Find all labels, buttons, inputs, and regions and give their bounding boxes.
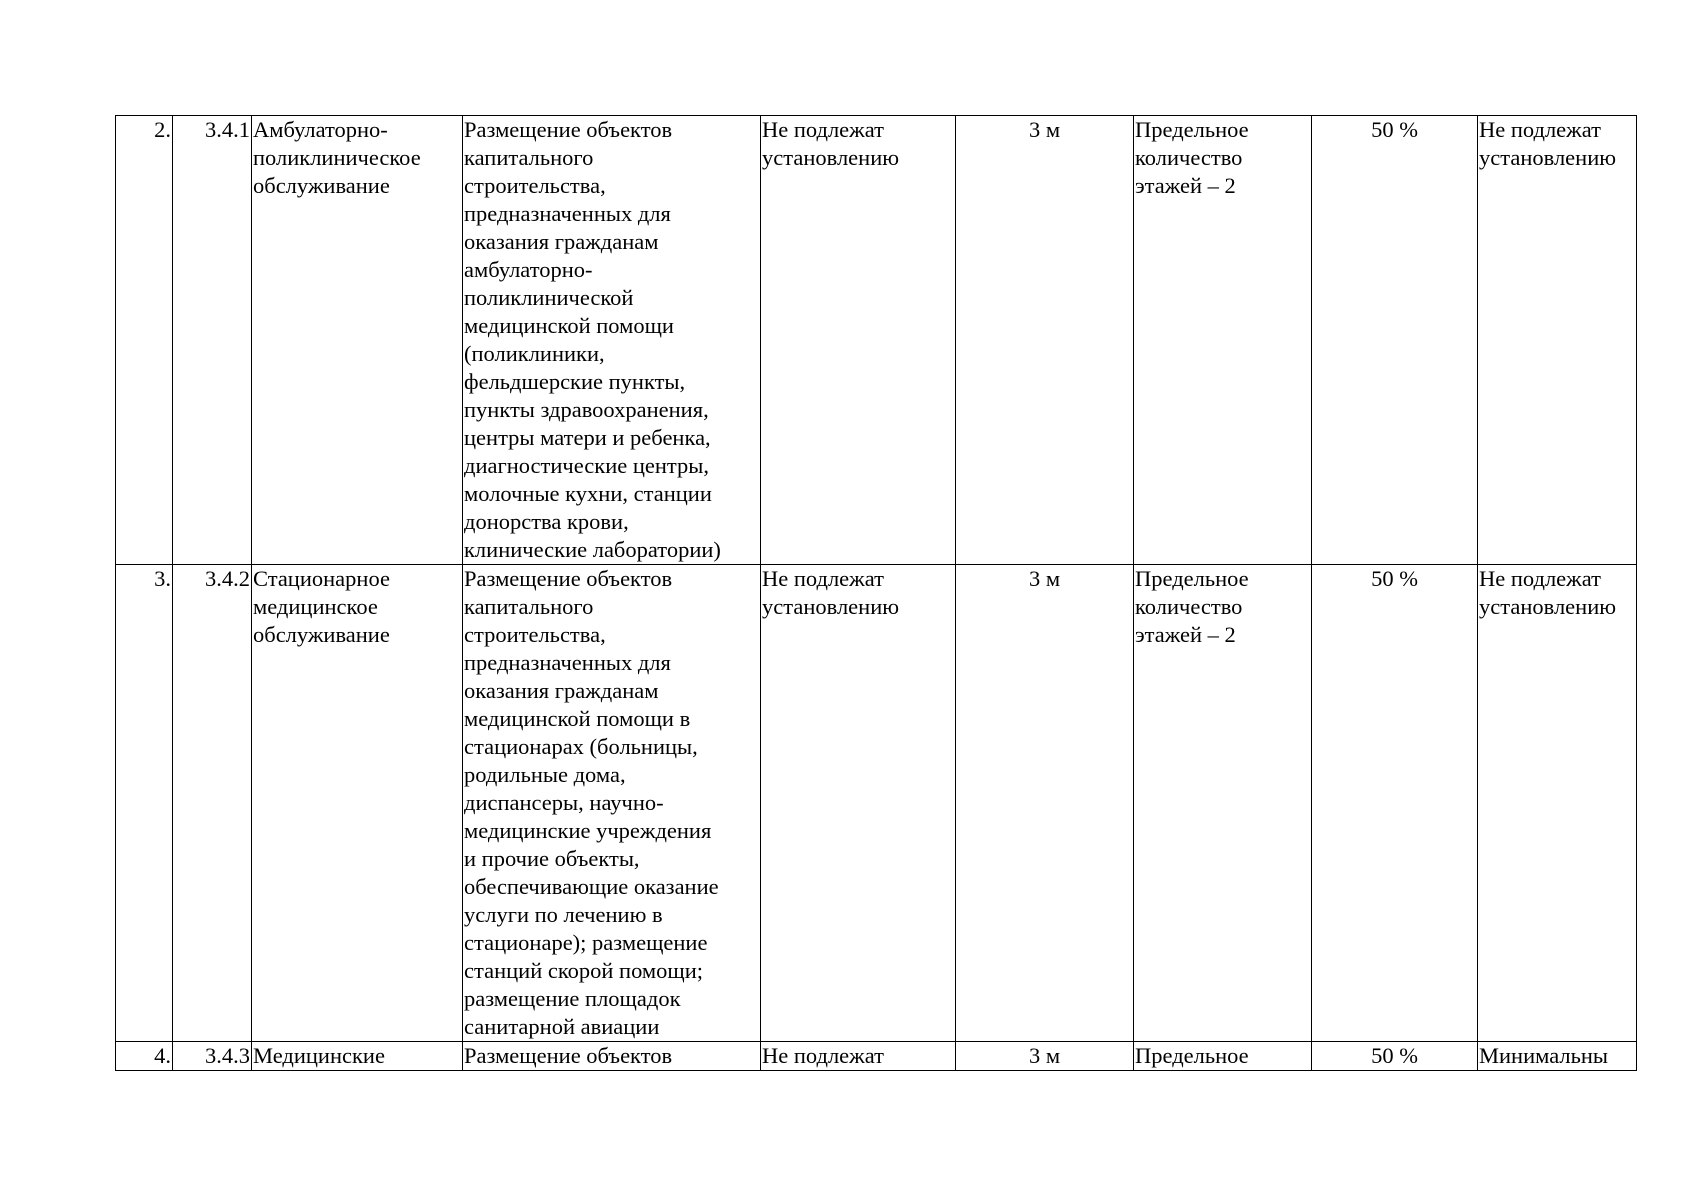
use-name: Медицинские xyxy=(252,1042,463,1071)
use-name: Стационарное медицинское обслуживание xyxy=(252,565,463,1042)
coverage-cell: 50 % xyxy=(1312,116,1478,565)
other-params-cell: Не подлежат установлению xyxy=(1478,565,1637,1042)
use-description: Размещение объектов капитального строительства, предназначенных для оказания гражданам медицинской помощи в стационарах (больницы, родильные дома, диспансеры, научно- медицинские учреждения и прочие объекты, обеспечивающие оказание услуги по лечению в стационаре); размещение станций скорой помощи; размещение площадок санитарной авиации xyxy=(463,565,761,1042)
setback-cell: 3 м xyxy=(956,116,1134,565)
use-description: Размещение объектов xyxy=(463,1042,761,1071)
floors-cell: Предельное количество этажей – 2 xyxy=(1134,116,1312,565)
row-number: 3. xyxy=(116,565,173,1042)
floors-cell: Предельное количество этажей – 2 xyxy=(1134,565,1312,1042)
setback-cell: 3 м xyxy=(956,565,1134,1042)
use-code: 3.4.2 xyxy=(173,565,252,1042)
row-number: 2. xyxy=(116,116,173,565)
row-number: 4. xyxy=(116,1042,173,1071)
table-row xyxy=(116,565,1637,1042)
coverage-cell: 50 % xyxy=(1312,565,1478,1042)
other-params-cell: Минимальны xyxy=(1478,1042,1637,1071)
table-row xyxy=(116,1042,1637,1071)
use-code: 3.4.3 xyxy=(173,1042,252,1071)
regulations-table xyxy=(115,115,1637,1071)
plot-size-cell: Не подлежат установлению xyxy=(761,565,956,1042)
other-params-cell: Не подлежат установлению xyxy=(1478,116,1637,565)
plot-size-cell: Не подлежат xyxy=(761,1042,956,1071)
floors-cell: Предельное xyxy=(1134,1042,1312,1071)
plot-size-cell: Не подлежат установлению xyxy=(761,116,956,565)
table-row xyxy=(116,116,1637,565)
setback-cell: 3 м xyxy=(956,1042,1134,1071)
use-description: Размещение объектов капитального строительства, предназначенных для оказания гражданам амбулаторно- поликлинической медицинской помощи (поликлиники, фельдшерские пункты, пункты здравоохранения, центры матери и ребенка, диагностические центры, молочные кухни, станции донорства крови, клинические лаборатории) xyxy=(463,116,761,565)
use-name: Амбулаторно- поликлиническое обслуживание xyxy=(252,116,463,565)
coverage-cell: 50 % xyxy=(1312,1042,1478,1071)
use-code: 3.4.1 xyxy=(173,116,252,565)
